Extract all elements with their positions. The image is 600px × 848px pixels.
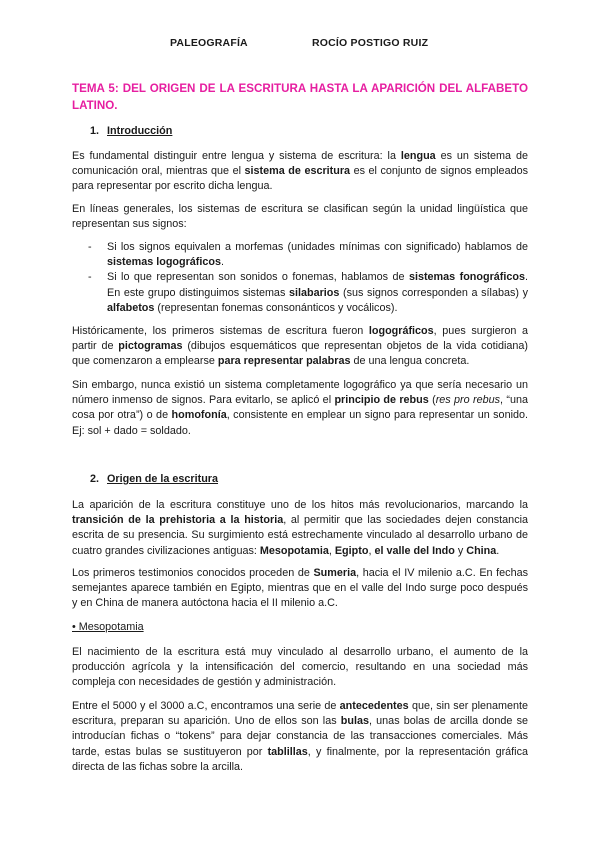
section-1-paragraph-4: Sin embargo, nunca existió un sistema completamente logográfico ya que sería necesario un número inmenso de signos. Para evitarlo, se aplicó el principio de rebus (res pro rebus, “una cosa por otra”) o de homofonía, consistente en emplear un signo para representar un sonido. Ej: sol + dado = soldado. [72,379,528,437]
section-1-paragraph-1: Es fundamental distinguir entre lengua y sistema de escritura: la lengua es un sistema de comunicación oral, mientras que el sistema de escritura es el conjunto de signos empleados para representar por escrito dicha lengua. [72,150,528,193]
header-subject: PALEOGRAFÍA [170,37,248,49]
section-2-paragraph-3: El nacimiento de la escritura está muy vinculado al desarrollo urbano, el aumento de la producción agrícola y la intensificación del comercio, resultando en una sociedad más compleja con necesidades de gestión y administración. [72,646,528,689]
list-item: - Si lo que representan son sonidos o fonemas, hablamos de sistemas fonográficos. En este grupo distinguimos sistemas silabarios (sus signos corresponden a sílabas) y alfabetos (representan fonemas consonánticos y vocálicos). [88,271,528,314]
section-2-paragraph-2: Los primeros testimonios conocidos proceden de Sumeria, hacia el IV milenio a.C. En fechas semejantes aparece también en Egipto, mientras que en el valle del Indo surge poco después y en China de manera autóctona hacia el II milenio a.C. [72,567,528,610]
section-1-title: Introducción [107,125,173,137]
list-item: - Si los signos equivalen a morfemas (unidades mínimas con significado) hablamos de sistemas logográficos. [88,241,528,269]
section-2-paragraph-1: La aparición de la escritura constituye uno de los hitos más revolucionarios, marcando la transición de la prehistoria a la historia, al permitir que las sociedades dejen constancia escrita de su presencia. Su surgimiento está estrechamente vinculado al desarrollo urbano de cuatro grandes civilizaciones antiguas: Mesopotamia, Egipto, el valle del Indo y China. [72,499,528,557]
header-author: ROCÍO POSTIGO RUIZ [312,37,429,49]
section-2-heading [90,473,218,485]
section-2-number: 2. [90,473,100,485]
writing-systems-list [88,240,528,316]
section-1-paragraph-3: Históricamente, los primeros sistemas de escritura fueron logográficos, pues surgieron a partir de pictogramas (dibujos esquemáticos que representan objetos de la vida cotidiana) que comenzaron a emplearse para representar palabras de una lengua concreta. [72,325,529,368]
section-2-title: Origen de la escritura [107,473,219,485]
subsection-mesopotamia: • Mesopotamia [72,621,144,633]
section-1-number: 1. [90,125,100,137]
section-1-heading [90,125,172,137]
section-2-paragraph-4: Entre el 5000 y el 3000 a.C, encontramos una serie de antecedentes que, sin ser plenamente escritura, preparan su aparición. Uno de ellos son las bulas, unas bolas de arcilla donde se introducían fichas o “tokens” para dejar constancia de las transacciones comerciales. Más tarde, estas bulas se sustituyeron por tablillas, y finalmente, por la representación gráfica directa de las fichas sobre la arcilla. [72,700,528,773]
document-title: TEMA 5: DEL ORIGEN DE LA ESCRITURA HASTA LA APARICIÓN DEL ALFABETO LATINO. [72,82,528,112]
section-1-paragraph-2: En líneas generales, los sistemas de escritura se clasifican según la unidad lingüística que representan sus signos: [72,203,528,231]
